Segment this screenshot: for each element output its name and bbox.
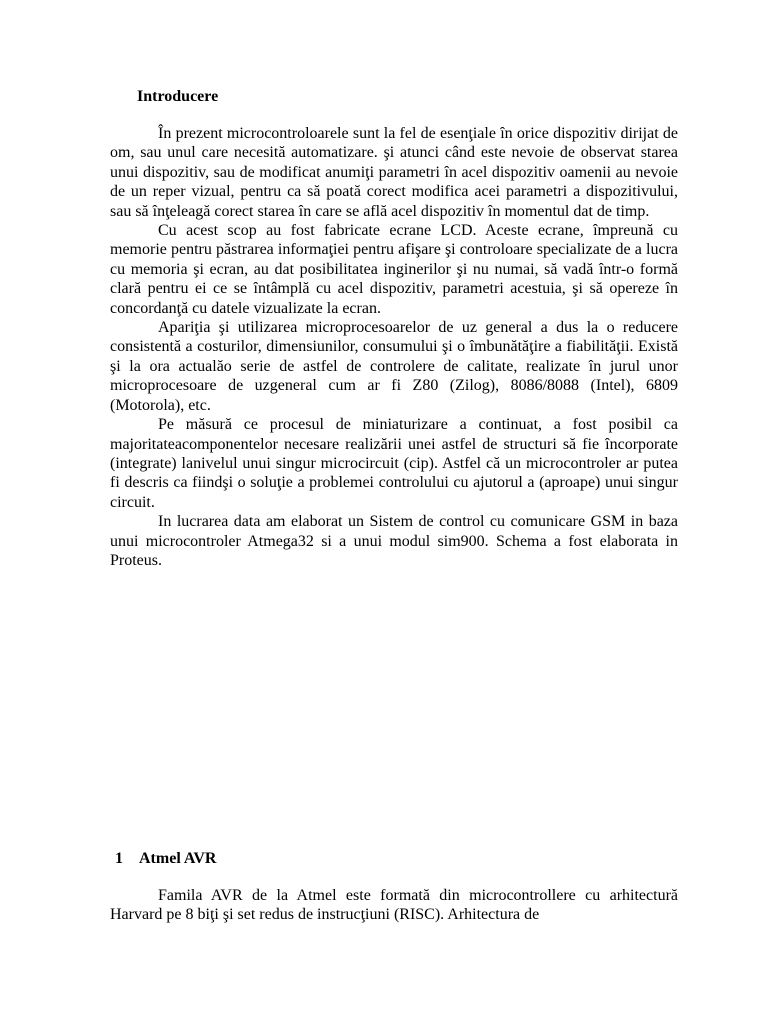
intro-paragraph-3: Apariţia şi utilizarea microprocesoarelor de uz general a dus la o reducere consistentă a costurilor, dimensiunilor, consumului şi o îmbunătăţire a fiabilităţii. Există şi la ora actualăo serie de astfel de controlere de calitate, realizate în jurul unor microprocesoare de uzgeneral cum ar fi Z80 (Zilog), 8086/8088 (Intel), 6809 (Motorola), etc. [110, 319, 678, 414]
section-paragraph-1: Famila AVR de la Atmel este formată din microcontrollere cu arhitectură Harvard pe 8 biţi şi set redus de instrucţiuni (RISC). Arhitectura de [110, 887, 678, 924]
intro-paragraph-4: Pe măsură ce procesul de miniaturizare a continuat, a fost posibil ca majoritateacomponentelor necesare realizării unei astfel de structuri să fie încorporate (integrate) lanivelul unui singur microcircuit (cip). Astfel că un microcontroler ar putea fi descris ca fiindşi o soluţie a problemei controlului cu ajutorul a (aproape) unui singur circuit. [110, 416, 678, 511]
section-title: Atmel AVR [139, 850, 217, 867]
intro-heading: Introducere [137, 88, 219, 105]
section-heading [115, 849, 216, 868]
intro-body [110, 124, 678, 570]
section-body [110, 886, 678, 925]
intro-paragraph-2: Cu acest scop au fost fabricate ecrane LCD. Aceste ecrane, împreună cu memorie pentru păstrarea informaţiei pentru afişare şi controloare specializate de a lucra cu memoria şi ecran, au dat posibilitatea inginerilor şi nu numai, să vadă într-o formă clară pentru ei ce se întâmplă cu acel dispozitiv, parametri acestuia, şi să opereze în concordanţă cu datele vizualizate la ecran. [110, 222, 678, 317]
section-number: 1 [115, 850, 123, 867]
intro-paragraph-5: In lucrarea data am elaborat un Sistem de control cu comunicare GSM in baza unui microcontroler Atmega32 si a unui modul sim900. Schema a fost elaborata in Proteus. [110, 513, 678, 569]
intro-paragraph-1: În prezent microcontroloarele sunt la fel de esenţiale în orice dispozitiv dirijat de om, sau unul care necesită automatizare. şi atunci când este nevoie de observat starea unui dispozitiv, sau de modificat anumiţi parametri în acel dispozitiv oamenii au nevoie de un reper vizual, pentru ca să poată corect modifica acei parametri a dispozitivului, sau să înţeleagă corect starea în care se află acel dispozitiv în momentul dat de timp. [110, 125, 678, 220]
